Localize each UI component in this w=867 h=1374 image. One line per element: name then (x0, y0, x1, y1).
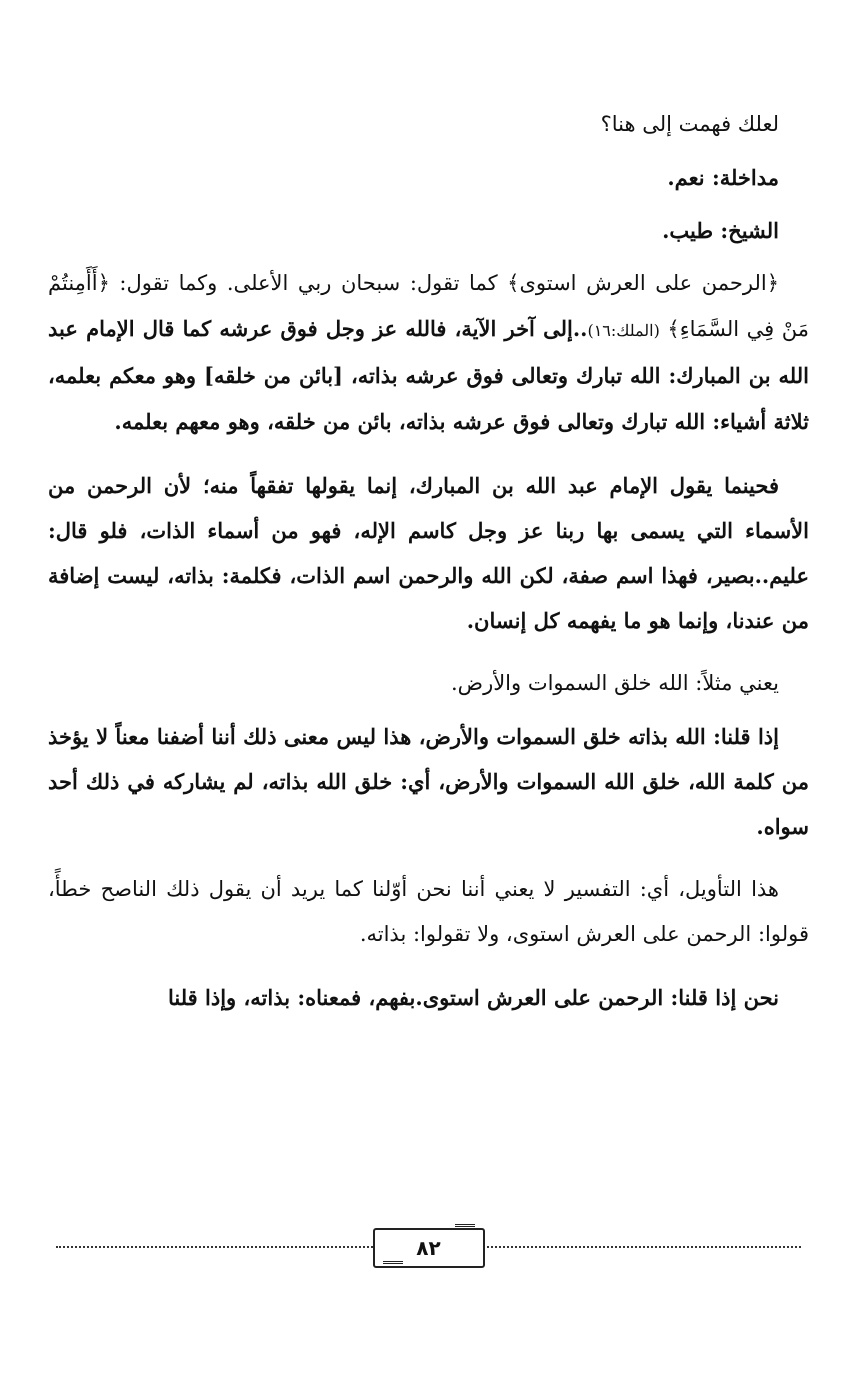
paragraph-text: إذا قلنا: الله بذاته خلق السموات والأرض، هذا ليس معنى ذلك أننا أضفنا معناً لا يؤخذ من كلمة الله، خلق الله السموات والأرض، أي: خلق الله بذاته، لم يشاركه في ذلك أحد سواه. (48, 724, 809, 839)
ornament-icon (383, 1261, 403, 1273)
paragraph-question (48, 102, 809, 147)
paragraph-text: مداخلة: نعم. (667, 165, 779, 190)
verse-reference: (الملك:١٦) (587, 321, 660, 340)
paragraph-interjection (48, 155, 809, 200)
paragraph-sheikh-reply (48, 208, 809, 253)
page-number: ٨٢ (416, 1236, 441, 1260)
paragraph-tawil (48, 867, 809, 957)
paragraph-text: لعلك فهمت إلى هنا؟ (600, 112, 779, 136)
page-body (48, 102, 809, 1038)
paragraph-ibn-mubarak (48, 463, 809, 643)
page-number-frame (373, 1228, 485, 1268)
paragraph-continued (48, 975, 809, 1020)
paragraph-text: ..إلى آخر الآية، فالله عز وجل فوق عرشه كما قال الإمام عبد الله بن المبارك: الله تبارك وتعالى فوق عرشه بذاته، [بائن من خلقه] وهو معكم بعلمه، ثلاثة أشياء: الله تبارك وتعالى فوق عرشه بذاته، بائن من خلقه، وهو معهم بعلمه. (48, 316, 809, 434)
paragraph-verse (48, 261, 809, 445)
paragraph-text: يعني مثلاً: الله خلق السموات والأرض. (451, 671, 779, 695)
paragraph-text: الشيخ: طيب. (662, 218, 779, 243)
page-footer (56, 1228, 801, 1268)
ornament-icon (455, 1224, 475, 1236)
paragraph-text: نحن إذا قلنا: الرحمن على العرش استوى.بفهم، فمعناه: بذاته، وإذا قلنا (167, 985, 779, 1010)
paragraph-text: هذا التأويل، أي: التفسير لا يعني أننا نحن أوّلنا كما يريد أن يقول ذلك الناصح خطأً، قولوا: الرحمن على العرش استوى، ولا تقولوا: بذاته. (48, 877, 809, 946)
paragraph-example (48, 661, 809, 706)
paragraph-text: فحينما يقول الإمام عبد الله بن المبارك، إنما يقولها تفقهاً منه؛ لأن الرحمن من الأسماء التي يسمى بها ربنا عز وجل كاسم الإله، فهو من أسماء الذات، فلو قال: عليم..بصير، فهذا اسم صفة، لكن الله والرحمن اسم الذات، فكلمة: بذاته، ليست إضافة من عندنا، وإنما هو ما يفهمه كل إنسان. (48, 473, 809, 633)
paragraph-explanation (48, 714, 809, 849)
verse-text: ﴿الرحمن على العرش استوى﴾ كما تقول: سبحان ربي الأعلى. وكما تقول: ﴿أَأَمِنتُمْ مَنْ فِي السَّمَاءِ﴾ (48, 271, 809, 341)
